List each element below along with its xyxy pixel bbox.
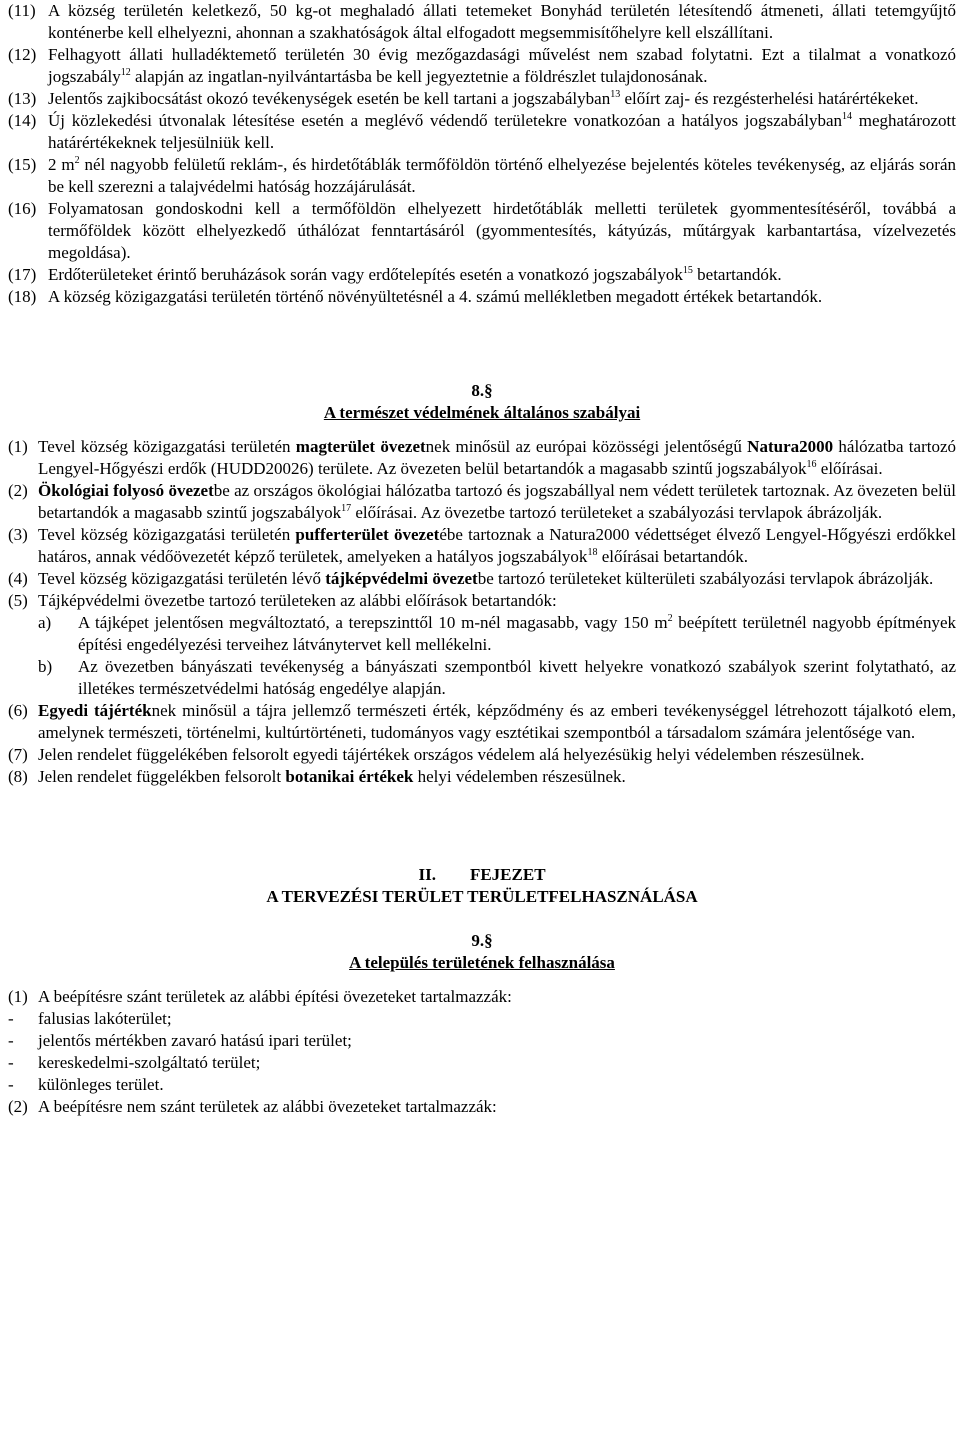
sub-item-text-cont: beépített területnél nagyobb építmények építési engedélyezési terveihez látványtervet kell mellékelni.: [78, 613, 956, 654]
paragraph-number: (18): [8, 287, 37, 306]
paragraph-text: Tevel község közigazgatási területén lévő: [38, 569, 326, 588]
paragraph-item: [8, 44, 956, 88]
paragraph-text: ébe tartoznak a Natura2000 védettséget élvező Lengyel-Hőgyészi erdőkkel határos, annak védőövezetét képző területek, amelyeken a hatályos jogszabályok: [38, 525, 956, 566]
paragraph-number: (5): [8, 591, 28, 610]
paragraph-text: A beépítésre nem szánt területek az alábbi övezeteket tartalmazzák:: [38, 1097, 497, 1116]
footnote-ref: 17: [341, 503, 352, 514]
paragraph-list-upper: [8, 0, 956, 308]
paragraph-text: Erdőterületeket érintő beruházások során vagy erdőtelepítés esetén a vonatkozó jogszabályok: [48, 265, 683, 284]
paragraph-text: be tartozó területeket külterületi szabályozási tervlapok ábrázolják.: [477, 569, 934, 588]
section-9-title: A település területének felhasználása: [349, 953, 615, 972]
paragraph-text: 2 m: [48, 155, 75, 174]
paragraph-item: [8, 480, 956, 524]
sub-item-text: A tájképet jelentősen megváltoztató, a terepszinttől 10 m-nél magasabb, vagy 150 m: [78, 613, 668, 632]
superscript: 2: [667, 613, 673, 624]
dash-bullet: -: [8, 1009, 14, 1028]
chapter-number: II. FEJEZET: [418, 865, 546, 884]
paragraph-text: nek minősül a tájra jellemző természeti érték, képződmény és az emberi tevékenységgel létrehozott tájalkotó elem, amelynek természeti, történelmi, kultúrtörténeti, tudományos vagy esztétikai szempontból a társadalom számára jelentősége van.: [38, 701, 956, 742]
paragraph-text: Felhagyott állati hulladéktemető területén 30 évig mezőgazdasági művelést nem szabad folytatni. Ezt a tilalmat a vonatkozó jogszabály: [48, 45, 956, 86]
paragraph-item: [8, 154, 956, 198]
paragraph-item: [8, 766, 956, 788]
paragraph-item: [8, 568, 956, 590]
footnote-ref: 18: [587, 547, 598, 558]
paragraph-text-cont: nél nagyobb felületű reklám-, és hirdetőtáblák termőföldön történő elhelyezése bejelentés köteles tevékenység, az eljárás során be kell szerezni a talajvédelmi hatóság hozzájárulását.: [48, 155, 956, 196]
paragraph-number: (7): [8, 745, 28, 764]
footnote-ref: 13: [610, 89, 621, 100]
section-8-title: A természet védelmének általános szabályai: [323, 403, 641, 422]
footnote-ref: 15: [682, 265, 693, 276]
sub-item: [8, 612, 956, 656]
paragraph-item: [8, 986, 956, 1008]
paragraph-text: A község közigazgatási területén történő növényültetésnél a 4. számú mellékletben megadott értékek betartandók.: [48, 287, 823, 306]
dash-item-text: kereskedelmi-szolgáltató terület;: [38, 1053, 261, 1072]
dash-item-text: különleges terület.: [38, 1075, 164, 1094]
paragraph-item: [8, 744, 956, 766]
bold-term: pufferterület övezet: [295, 525, 440, 544]
paragraph-item: [8, 88, 956, 110]
sub-item-letter: b): [38, 657, 53, 676]
chapter-title: A TERVEZÉSI TERÜLET TERÜLETFELHASZNÁLÁSA: [266, 887, 698, 906]
paragraph-number: (1): [8, 437, 28, 456]
dash-bullet: -: [8, 1075, 14, 1094]
dash-item: [8, 1030, 956, 1052]
document-page: [8, 0, 956, 1118]
paragraph-number: (2): [8, 1097, 28, 1116]
paragraph-number: (17): [8, 265, 37, 284]
dash-item-text: jelentős mértékben zavaró hatású ipari terület;: [38, 1031, 352, 1050]
footnote-ref: 12: [120, 67, 131, 78]
paragraph-text: Tevel község közigazgatási területén: [38, 437, 296, 456]
paragraph-text: hálózatba tartozó Lengyel-Hőgyészi erdők (HUDD20026) területe. Az övezeten belül betartandók a magasabb szintű jogszabályok: [38, 437, 956, 478]
paragraph-list-section-8-cont: [8, 700, 956, 788]
paragraph-item: [8, 700, 956, 744]
sub-item: [8, 656, 956, 700]
bold-term: Egyedi tájérték: [38, 701, 152, 720]
dash-bullet: -: [8, 1053, 14, 1072]
paragraph-text: helyi védelemben részesülnek.: [413, 767, 626, 786]
paragraph-text: Tájképvédelmi övezetbe tartozó területeken az alábbi előírások betartandók:: [38, 591, 557, 610]
section-8-number: 8.§: [471, 381, 493, 400]
paragraph-text: előírásai betartandók.: [597, 547, 749, 566]
paragraph-number: (16): [8, 199, 37, 218]
paragraph-text-cont: meghatározott határértékeknek teljesülniük kell.: [48, 111, 956, 152]
paragraph-text: Folyamatosan gondoskodni kell a termőföldön elhelyezett hirdetőtáblák melletti területek gyommentesítéséről, továbbá a termőföldek között elhelyezkedő úthálózat fenntartásáról (gyommentesítés, kátyúzás, műtárgyak karbantartása, vízelvezetés megoldása).: [48, 199, 956, 262]
bold-term: Natura2000: [747, 437, 834, 456]
paragraph-item: [8, 110, 956, 154]
paragraph-text: Új közlekedési útvonalak létesítése esetén a meglévő védendő területekre vonatkozóan a hatályos jogszabályban: [48, 111, 843, 130]
sub-item-text: Az övezetben bányászati tevékenység a bányászati szempontból kivett helyekre vonatkozó szabályok szerint folytatható, az illetékes természetvédelmi hatóság engedélye alapján.: [78, 657, 956, 698]
paragraph-text: nek minősül az európai közösségi jelentőségű: [425, 437, 748, 456]
paragraph-number: (13): [8, 89, 37, 108]
bold-term: magterület övezet: [295, 437, 426, 456]
paragraph-text: Jelen rendelet függelékében felsorolt egyedi tájértékek országos védelem alá helyezésükig helyi védelemben részesülnek.: [38, 745, 865, 764]
paragraph-text-cont: betartandók.: [692, 265, 782, 284]
paragraph-text: be az országos ökológiai hálózatba tartozó és jogszabállyal nem védett területek tartoznak. Az övezeten belül betartandók a magasabb szintű jogszabályok: [38, 481, 956, 522]
paragraph-text: Jelen rendelet függelékben felsorolt: [38, 767, 286, 786]
footnote-ref: 2: [74, 155, 80, 166]
section-9-number: 9.§: [471, 931, 493, 950]
bold-term: botanikai értékek: [285, 767, 414, 786]
sub-item-letter: a): [38, 613, 52, 632]
paragraph-number: (3): [8, 525, 28, 544]
paragraph-number: (8): [8, 767, 28, 786]
paragraph-text-cont: előírt zaj- és rezgésterhelési határértékeket.: [620, 89, 919, 108]
paragraph-number: (1): [8, 987, 28, 1006]
paragraph-item: [8, 590, 956, 612]
paragraph-number: (2): [8, 481, 28, 500]
paragraph-text: előírásai.: [816, 459, 883, 478]
footnote-ref: 14: [842, 111, 853, 122]
dash-bullet: -: [8, 1031, 14, 1050]
paragraph-number: (4): [8, 569, 28, 588]
paragraph-item: [8, 0, 956, 44]
dash-item-text: falusias lakóterület;: [38, 1009, 172, 1028]
paragraph-item: [8, 524, 956, 568]
paragraph-item: [8, 1096, 956, 1118]
bold-term: Ökológiai folyosó övezet: [38, 481, 214, 500]
paragraph-text-cont: alapján az ingatlan-nyilvántartásba be kell jegyeztetnie a földrészlet tulajdonosának.: [130, 67, 708, 86]
paragraph-item: [8, 436, 956, 480]
paragraph-item: [8, 286, 956, 308]
paragraph-text: Tevel község közigazgatási területén: [38, 525, 296, 544]
paragraph-number: (11): [8, 1, 36, 20]
paragraph-text: előírásai. Az övezetbe tartozó területeket a szabályozási tervlapok ábrázolják.: [351, 503, 883, 522]
paragraph-item: [8, 198, 956, 264]
paragraph-list-section-8: [8, 436, 956, 612]
dash-item: [8, 1074, 956, 1096]
bold-term: tájképvédelmi övezet: [325, 569, 478, 588]
paragraph-text: A beépítésre szánt területek az alábbi építési övezeteket tartalmazzák:: [38, 987, 512, 1006]
footnote-ref: 16: [806, 459, 817, 470]
paragraph-number: (15): [8, 155, 37, 174]
paragraph-item: [8, 264, 956, 286]
dash-list: [8, 1008, 956, 1096]
paragraph-number: (14): [8, 111, 37, 130]
paragraph-text: A község területén keletkező, 50 kg-ot meghaladó állati tetemeket Bonyhád területén létesítendő átmeneti, állati tetemgyűjtő konténerbe kell elhelyezni, ahonnan a szakhatóságok által elfogadott megsemmisítőhelyre kell elszállítani.: [48, 1, 956, 42]
paragraph-text: Jelentős zajkibocsátást okozó tevékenységek esetén be kell tartani a jogszabályban: [48, 89, 611, 108]
paragraph-number: (6): [8, 701, 28, 720]
paragraph-number: (12): [8, 45, 37, 64]
dash-item: [8, 1052, 956, 1074]
dash-item: [8, 1008, 956, 1030]
sublist-section-8: [8, 612, 956, 700]
